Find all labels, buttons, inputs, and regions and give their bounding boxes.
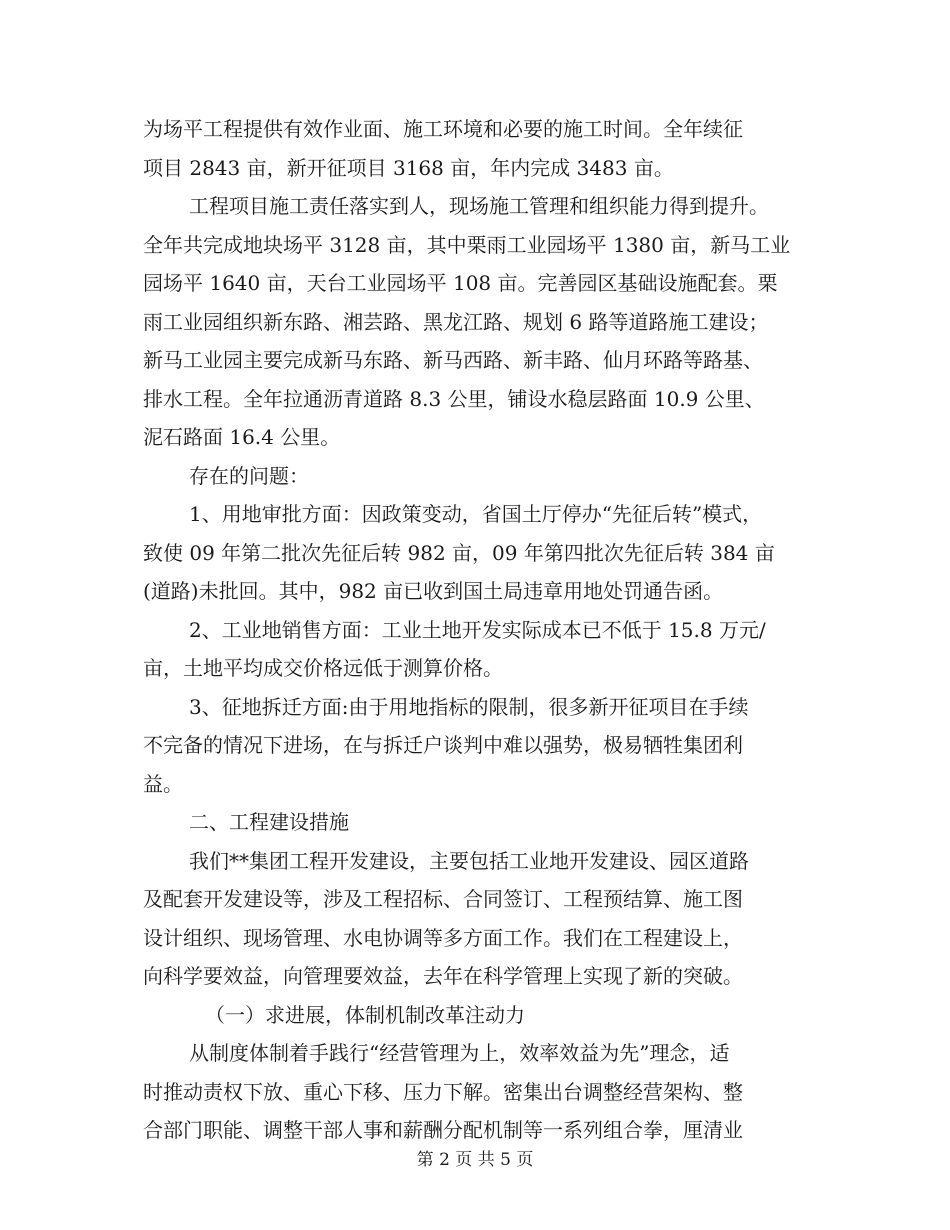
text-line-2: 项目 2843 亩，新开征项目 3168 亩，年内完成 3483 亩。: [143, 155, 674, 180]
text-line-6: 雨工业园组织新东路、湘芸路、黑龙江路、规划 6 路等道路施工建设；: [143, 309, 769, 334]
text-line-15: 亩，土地平均成交价格远低于测算价格。: [143, 656, 503, 680]
text-line-14: 2、工业地销售方面：工业土地开发实际成本已不低于 15.8 万元/: [189, 617, 766, 642]
section-heading-measures: 二、工程建设措施: [189, 810, 349, 834]
text-line-7: 新马工业园主要完成新马东路、新马西路、新丰路、仙月环路等路基、: [143, 348, 763, 372]
page-footer: 第 2 页 共 5 页: [416, 1150, 534, 1170]
text-line-21: 及配套开发建设等，涉及工程招标、合同签订、工程预结算、施工图: [143, 887, 743, 911]
body-text: [143, 110, 823, 1150]
text-line-1: 为场平工程提供有效作业面、施工环境和必要的施工时间。全年续征: [143, 117, 743, 141]
text-line-27: 合部门职能、调整干部人事和薪酬分配机制等一系列组合拳，厘清业: [143, 1118, 743, 1142]
subsection-heading: （一）求进展，体制机制改革注动力: [205, 1002, 525, 1027]
text-line-18: 益。: [143, 771, 183, 796]
text-line-5: 园场平 1640 亩，天台工业园场平 108 亩。完善园区基础设施配套。栗: [143, 271, 778, 295]
text-line-23: 向科学要效益，向管理要效益，去年在科学管理上实现了新的突破。: [143, 964, 743, 988]
text-line-9: 泥石路面 16.4 公里。: [143, 425, 341, 449]
text-line-16: 3、征地拆迁方面:由于用地指标的限制，很多新开征项目在手续: [189, 694, 749, 719]
text-line-4: 全年共完成地块场平 3128 亩，其中栗雨工业园场平 1380 亩，新马工业: [143, 232, 791, 257]
text-line-25: 从制度体制着手践行“经营管理为上，效率效益为先”理念，适: [189, 1041, 730, 1065]
text-line-22: 设计组织、现场管理、水电协调等多方面工作。我们在工程建设上，: [143, 925, 743, 950]
text-line-3: 工程项目施工责任落实到人，现场施工管理和组织能力得到提升。: [189, 194, 769, 218]
text-line-20: 我们**集团工程开发建设，主要包括工业地开发建设、园区道路: [189, 848, 749, 873]
text-line-13: (道路)未批回。其中，982 亩已收到国土局违章用地处罚通告函。: [143, 579, 724, 603]
text-line-26: 时推动责权下放、重心下移、压力下解。密集出台调整经营架构、整: [143, 1079, 743, 1104]
text-line-12: 致使 09 年第二批次先征后转 982 亩，09 年第四批次先征后转 384 亩: [143, 540, 775, 565]
text-line-8: 排水工程。全年拉通沥青道路 8.3 公里，铺设水稳层路面 10.9 公里、: [143, 386, 765, 411]
section-heading-problems: 存在的问题：: [189, 463, 309, 488]
text-line-11: 1、用地审批方面：因政策变动，省国土厅停办“先征后转”模式，: [189, 502, 763, 526]
text-line-17: 不完备的情况下进场，在与拆迁户谈判中难以强势，极易牺牲集团利: [143, 733, 743, 757]
